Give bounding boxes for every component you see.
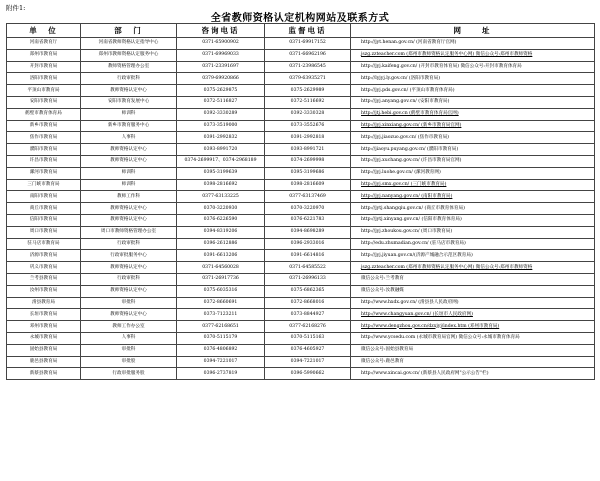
cell-unit: 固始县教育局	[7, 344, 81, 356]
cell-consult-phone: 0391-6613206	[177, 250, 265, 262]
cell-supervise-phone: 0371-64585522	[265, 262, 351, 274]
cell-website[interactable]: http://www.dengzhou.gov.cn/dzxjyj/index.htm (邓州市教育局)	[351, 321, 595, 333]
table-row	[7, 262, 595, 274]
cell-website[interactable]: http://jytj.shangqiu.gov.cn/ (商丘市教育体育局)	[351, 203, 595, 215]
cell-department: 教师资格认定中心	[81, 285, 177, 297]
cell-department: 教师资格认定中心	[81, 155, 177, 167]
cell-supervise-phone: 0370-3220970	[265, 203, 351, 215]
header-website: 网 址	[351, 24, 595, 38]
cell-supervise-phone: 0371-23986545	[265, 61, 351, 73]
cell-department: 审批科	[81, 344, 177, 356]
table-body	[7, 38, 595, 380]
cell-supervise-phone: 0376-6221783	[265, 214, 351, 226]
table-row	[7, 144, 595, 156]
header-department: 部 门	[81, 24, 177, 38]
table-row	[7, 321, 595, 333]
cell-department: 教师工作科	[81, 191, 177, 203]
cell-unit: 濮阳市教育局	[7, 144, 81, 156]
contact-table	[6, 23, 595, 380]
table-row	[7, 108, 595, 120]
cell-department: 师训科	[81, 179, 177, 191]
cell-supervise-phone: 0391-2992818	[265, 132, 351, 144]
table-header-row	[7, 24, 595, 38]
cell-unit: 新蔡县教育局	[7, 368, 81, 380]
cell-consult-phone: 0377-62168651	[177, 321, 265, 333]
cell-consult-phone: 0391-2992832	[177, 132, 265, 144]
cell-department: 行政审批科	[81, 273, 177, 285]
cell-consult-phone: 0398-2816692	[177, 179, 265, 191]
cell-consult-phone: 0374-2699917、0374-2968189	[177, 155, 265, 167]
table-row	[7, 203, 595, 215]
cell-department: 新乡市教育服务中心	[81, 120, 177, 132]
table-row	[7, 368, 595, 380]
cell-website: 微信公众号:兰考教育	[351, 273, 595, 285]
header-supervise-phone: 监督电话	[265, 24, 351, 38]
table-row	[7, 49, 595, 61]
cell-supervise-phone: 0373-3552676	[265, 120, 351, 132]
cell-website[interactable]: http://www.ycsedu.com (永城市教育局官网) 微信公众号:永城市教育体育局	[351, 332, 595, 344]
cell-website[interactable]: http://jyj.jiaozuo.gov.cn/ (焦作市教育局)	[351, 132, 595, 144]
cell-website[interactable]: http://jyj.luohe.gov.cn/ (漯河教育网)	[351, 167, 595, 179]
cell-supervise-phone: 0374-2699998	[265, 155, 351, 167]
cell-supervise-phone: 0394-7221017	[265, 356, 351, 368]
cell-supervise-phone: 0375-6862365	[265, 285, 351, 297]
cell-consult-phone: 0371-65900902	[177, 38, 265, 50]
table-row	[7, 191, 595, 203]
cell-department: 行政审批服务中心	[81, 250, 177, 262]
cell-supervise-phone: 0393-8991721	[265, 144, 351, 156]
cell-consult-phone: 0375-6035316	[177, 285, 265, 297]
cell-website: 微信公众号:鹿邑教育	[351, 356, 595, 368]
cell-consult-phone: 0372-8660691	[177, 297, 265, 309]
cell-website: 微信公众号:汝教融媒	[351, 285, 595, 297]
cell-website[interactable]: http://www.xincai.gov.cn/ (新蔡县人民政府网"公示公告"栏)	[351, 368, 595, 380]
cell-department: 审批科	[81, 297, 177, 309]
cell-unit: 商丘市教育局	[7, 203, 81, 215]
cell-supervise-phone: 0377-63137469	[265, 191, 351, 203]
cell-website[interactable]: http://jtj.hebi.gov.cn (鹤壁市教育体育局官网)	[351, 108, 595, 120]
cell-department: 行政审批服务股	[81, 368, 177, 380]
cell-department: 教师工作办公室	[81, 321, 177, 333]
cell-department: 行政审批科	[81, 73, 177, 85]
cell-unit: 平顶山市教育局	[7, 85, 81, 97]
cell-consult-phone: 0370-5115179	[177, 332, 265, 344]
cell-department: 行政审批科	[81, 238, 177, 250]
table-row	[7, 167, 595, 179]
cell-supervise-phone: 0394-8698289	[265, 226, 351, 238]
cell-consult-phone: 0376-4806892	[177, 344, 265, 356]
cell-supervise-phone: 0375-2629989	[265, 85, 351, 97]
cell-consult-phone: 0373-3519000	[177, 120, 265, 132]
cell-department: 教师资格管理办公室	[81, 61, 177, 73]
cell-supervise-phone: 0372-8668016	[265, 297, 351, 309]
table-row	[7, 250, 595, 262]
table-row	[7, 273, 595, 285]
cell-website: 微信公众号:固始县教育局	[351, 344, 595, 356]
cell-website[interactable]: http://jyj.anyang.gov.cn/ (安阳市教育局)	[351, 96, 595, 108]
cell-department: 人事科	[81, 332, 177, 344]
table-row	[7, 61, 595, 73]
table-row	[7, 179, 595, 191]
cell-department: 教师资格认定中心	[81, 262, 177, 274]
cell-consult-phone: 0371-26917736	[177, 273, 265, 285]
table-row	[7, 132, 595, 144]
cell-supervise-phone: 0398-2816609	[265, 179, 351, 191]
table-row	[7, 96, 595, 108]
cell-unit: 信阳市教育局	[7, 214, 81, 226]
cell-supervise-phone: 0396-5990662	[265, 368, 351, 380]
cell-department: 周口市教师资格管理办公室	[81, 226, 177, 238]
cell-unit: 济源市教育局	[7, 250, 81, 262]
cell-unit: 漯河市教育局	[7, 167, 81, 179]
cell-unit: 长垣市教育局	[7, 309, 81, 321]
page-title: 全省教师资格认定机构网站及联系方式	[210, 13, 390, 24]
cell-consult-phone: 0373-7123211	[177, 309, 265, 321]
table-row	[7, 214, 595, 226]
table-row	[7, 332, 595, 344]
cell-department: 河南省教师资格认定指导中心	[81, 38, 177, 50]
header-unit: 单 位	[7, 24, 81, 38]
cell-department: 郑州市教师资格认定服务中心	[81, 49, 177, 61]
table-row	[7, 344, 595, 356]
cell-website[interactable]: http://jyj.xinxiang.gov.cn/ (新乡市教育局官网)	[351, 120, 595, 132]
cell-consult-phone: 0371-69969033	[177, 49, 265, 61]
cell-consult-phone: 0375-2629875	[177, 85, 265, 97]
cell-consult-phone: 0370-3220930	[177, 203, 265, 215]
cell-department: 师训科	[81, 167, 177, 179]
cell-website[interactable]: http://lyjyj.ly.gov.cn/ (洛阳市教育局)	[351, 73, 595, 85]
cell-website[interactable]: http://jiaoyu.puyang.gov.cn/ (濮阳市教育局)	[351, 144, 595, 156]
cell-supervise-phone: 0370-5115163	[265, 332, 351, 344]
cell-department: 人事科	[81, 132, 177, 144]
table-row	[7, 120, 595, 132]
cell-consult-phone: 0371-64560028	[177, 262, 265, 274]
cell-website[interactable]: http://jyt.henan.gov.cn/ (河南省教育厅官网)	[351, 38, 595, 50]
cell-unit: 开封市教育局	[7, 61, 81, 73]
cell-unit: 滑县教育局	[7, 297, 81, 309]
cell-department: 教师资格认定中心	[81, 309, 177, 321]
cell-supervise-phone: 0377-62168276	[265, 321, 351, 333]
cell-supervise-phone: 0395-3199686	[265, 167, 351, 179]
cell-unit: 安阳市教育局	[7, 96, 81, 108]
header-consult-phone: 咨询电话	[177, 24, 265, 38]
cell-department: 审批股	[81, 356, 177, 368]
cell-department: 教师资格认定中心	[81, 85, 177, 97]
cell-website[interactable]: http://jyj.jiyuan.gov.cn/(济源产城融合示范区教育局)	[351, 250, 595, 262]
cell-unit: 河南省教育厅	[7, 38, 81, 50]
cell-supervise-phone: 0392-3330328	[265, 108, 351, 120]
cell-consult-phone: 0394-7221017	[177, 356, 265, 368]
table-row	[7, 85, 595, 97]
cell-consult-phone: 0379-69920866	[177, 73, 265, 85]
cell-unit: 汝州市教育局	[7, 285, 81, 297]
cell-consult-phone: 0377-63133225	[177, 191, 265, 203]
cell-department: 教师资格认定中心	[81, 144, 177, 156]
cell-unit: 新乡市教育局	[7, 120, 81, 132]
table-row	[7, 155, 595, 167]
cell-website[interactable]: http://edu.zhumadian.gov.cn/ (驻马店市教育局)	[351, 238, 595, 250]
cell-unit: 兰考县教育局	[7, 273, 81, 285]
cell-consult-phone: 0372-5116827	[177, 96, 265, 108]
cell-department: 教师资格认定中心	[81, 203, 177, 215]
cell-supervise-phone: 0391-6614816	[265, 250, 351, 262]
table-row	[7, 297, 595, 309]
cell-unit: 许昌市教育局	[7, 155, 81, 167]
cell-unit: 鹿邑县教育局	[7, 356, 81, 368]
cell-website[interactable]: http://www.hxdx.gov.cn/ (滑县县人民政府网)	[351, 297, 595, 309]
table-row	[7, 38, 595, 50]
cell-website[interactable]: http://www.changyuan.gov.cn/ (长垣市人民政府网)	[351, 309, 595, 321]
cell-supervise-phone: 0371-69917152	[265, 38, 351, 50]
cell-supervise-phone: 0396-2933016	[265, 238, 351, 250]
cell-consult-phone: 0396-2737819	[177, 368, 265, 380]
cell-unit: 南阳市教育局	[7, 191, 81, 203]
table-row	[7, 356, 595, 368]
table-row	[7, 238, 595, 250]
cell-supervise-phone: 0371-26996133	[265, 273, 351, 285]
cell-consult-phone: 0371-23391697	[177, 61, 265, 73]
cell-website[interactable]: http://jyj.smx.gov.cn/ (三门峡市教育局)	[351, 179, 595, 191]
cell-supervise-phone: 0379-63935271	[265, 73, 351, 85]
cell-consult-phone: 0394-8319206	[177, 226, 265, 238]
cell-consult-phone: 0395-3199639	[177, 167, 265, 179]
cell-supervise-phone: 0371-66962196	[265, 49, 351, 61]
cell-website[interactable]: jszg.zzteacher.com (郑州市教师资格认定服务中心网) 微信公众号:郑州市教师资格	[351, 262, 595, 274]
table-row	[7, 309, 595, 321]
cell-department: 教师资格认定中心	[81, 214, 177, 226]
cell-unit: 驻马店市教育局	[7, 238, 81, 250]
cell-website[interactable]: jszg.zzteacher.com (郑州市教师资格认定服务中心网) 微信公众号:郑州市教师资格	[351, 49, 595, 61]
cell-consult-phone: 0376-6226590	[177, 214, 265, 226]
cell-website[interactable]: http://jyj.xuchang.gov.cn/ (许昌市教育局官网)	[351, 155, 595, 167]
table-row	[7, 285, 595, 297]
cell-supervise-phone: 0373-8844927	[265, 309, 351, 321]
cell-consult-phone: 0392-3330289	[177, 108, 265, 120]
cell-unit: 邓州市教育局	[7, 321, 81, 333]
cell-unit: 焦作市教育局	[7, 132, 81, 144]
cell-website[interactable]: http://jyj.pds.gov.cn/ (平顶山市教育体育局)	[351, 85, 595, 97]
cell-unit: 洛阳市教育局	[7, 73, 81, 85]
cell-department: 安阳市教育发展中心	[81, 96, 177, 108]
cell-unit: 巩义市教育局	[7, 262, 81, 274]
table-row	[7, 73, 595, 85]
cell-unit: 三门峡市教育局	[7, 179, 81, 191]
cell-website[interactable]: http://jytj.xinyang.gov.cn/ (信阳市教育体育局)	[351, 214, 595, 226]
cell-supervise-phone: 0376-4605927	[265, 344, 351, 356]
attachment-label: 附件1:	[6, 4, 26, 12]
cell-department: 师训科	[81, 108, 177, 120]
cell-unit: 永城市教育局	[7, 332, 81, 344]
cell-supervise-phone: 0372-5116692	[265, 96, 351, 108]
cell-consult-phone: 0396-2612886	[177, 238, 265, 250]
cell-unit: 郑州市教育局	[7, 49, 81, 61]
table-row	[7, 226, 595, 238]
cell-website[interactable]: http://jyj.kaifeng.gov.cn/ (开封市教育体育局) 微信公众号:开封市教育体育局	[351, 61, 595, 73]
cell-website[interactable]: http://jyj.nanyang.gov.cn/ (南阳市教育局)	[351, 191, 595, 203]
cell-unit: 周口市教育局	[7, 226, 81, 238]
cell-unit: 鹤壁市教育体育局	[7, 108, 81, 120]
cell-consult-phone: 0393-8991720	[177, 144, 265, 156]
cell-website[interactable]: http://jyj.zhoukou.gov.cn/ (周口市教育局)	[351, 226, 595, 238]
